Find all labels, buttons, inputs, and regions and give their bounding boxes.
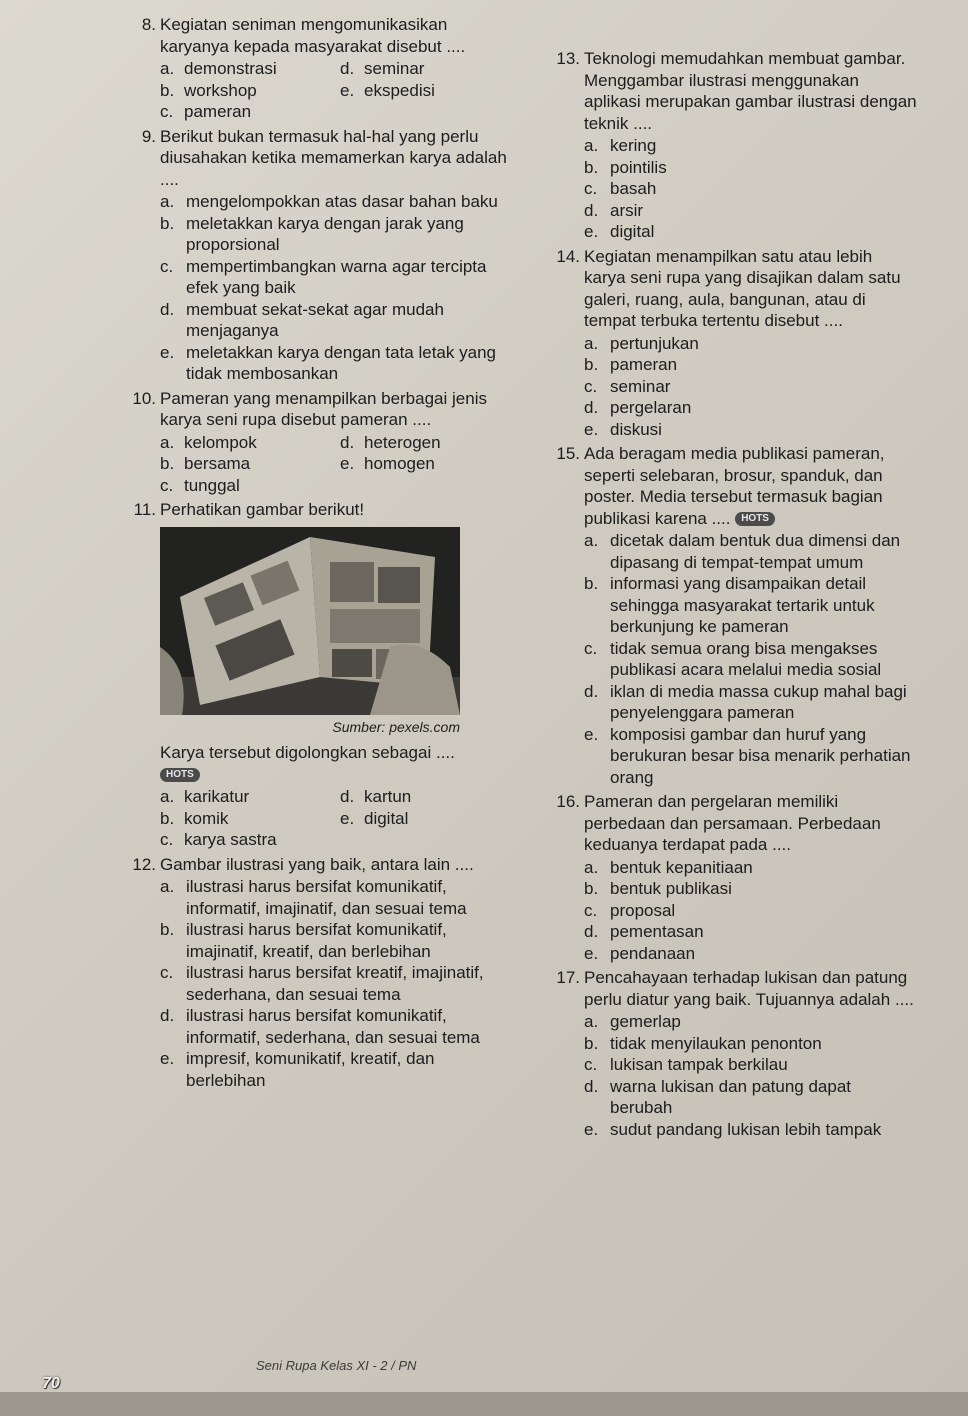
options-grid [160, 58, 518, 123]
question-11 [108, 499, 518, 851]
option: d. pementasan [584, 922, 704, 941]
option: d. warna lukisan dan patung dapat berubah [584, 1076, 852, 1117]
question-16 [532, 791, 917, 964]
question-10 [108, 388, 518, 497]
option: c. karya sastra [160, 830, 277, 849]
option: c. basah [584, 179, 657, 198]
question-stem-followup: Karya tersebut digolongkan sebagai .... [160, 743, 455, 762]
question-number: 15. [556, 444, 580, 463]
option: a. kering [584, 136, 657, 155]
page-bottom-edge [0, 1392, 968, 1416]
question-number: 14. [556, 246, 580, 266]
question-stem: Ada beragam media publikasi pameran, seperti selebaran, brosur, spanduk, dan poster. Media tersebut termasuk bagian publikasi karena .... HOTS [584, 444, 885, 528]
question-number: 17. [556, 968, 580, 987]
option: c. lukisan tampak berkilau [584, 1055, 788, 1074]
options-grid [160, 432, 518, 497]
question-stem: Teknologi memudahkan membuat gambar. Menggambar ilustrasi menggunakan aplikasi merupakan gambar ilustrasi dengan teknik .... [584, 49, 917, 133]
question-number: 16. [556, 792, 580, 811]
question-number: 10. [132, 388, 156, 408]
book-title-footer: Seni Rupa Kelas XI - 2 / PN [256, 1358, 417, 1373]
options-list [584, 1011, 917, 1140]
option: e. komposisi gambar dan huruf yang berukuran besar bisa menarik perhatian orang [584, 724, 911, 787]
option: a. kelompok [160, 432, 257, 452]
option: e. digital [584, 222, 655, 241]
question-15 [532, 443, 917, 788]
question-12 [108, 854, 518, 1092]
option: a. ilustrasi harus bersifat komunikatif, informatif, imajinatif, dan sesuai tema [160, 877, 467, 918]
question-stem: Berikut bukan termasuk hal-hal yang perlu diusahakan ketika memamerkan karya adalah .... [160, 126, 507, 189]
question-number: 9. [141, 126, 156, 146]
page-number: 70 [42, 1375, 60, 1392]
option: b. bentuk publikasi [584, 879, 732, 898]
hots-badge: HOTS [160, 768, 200, 782]
option: d. arsir [584, 200, 644, 220]
option: e. diskusi [584, 419, 662, 439]
option: a. dicetak dalam bentuk dua dimensi dan dipasang di tempat-tempat umum [584, 531, 901, 572]
option: b. bersama [160, 454, 251, 473]
option: e. homogen [340, 454, 435, 473]
option: d. iklan di media massa cukup mahal bagi penyelenggara pameran [584, 681, 907, 722]
option: b. pointilis [584, 157, 667, 177]
options-list [584, 530, 917, 788]
option: a. karikatur [160, 787, 250, 806]
option: c. ilustrasi harus bersifat kreatif, imajinatif, sederhana, dan sesuai tema [160, 963, 484, 1004]
question-stem: Pameran yang menampilkan berbagai jenis karya seni rupa disebut pameran .... [160, 388, 487, 429]
options-list [160, 191, 518, 385]
question-stem: Pencahayaan terhadap lukisan dan patung perlu diatur yang baik. Tujuannya adalah .... [584, 968, 914, 1009]
option: d. kartun [340, 787, 412, 806]
question-number: 13. [556, 49, 580, 68]
question-stem: Kegiatan seniman mengomunikasikan karyanya kepada masyarakat disebut .... [160, 15, 466, 56]
option: b. pameran [584, 355, 678, 374]
option: c. mempertimbangkan warna agar tercipta efek yang baik [160, 256, 487, 297]
option: a. pertunjukan [584, 333, 699, 353]
option: b. komik [160, 808, 229, 828]
options-list [584, 135, 917, 243]
options-list [584, 333, 917, 441]
option: e. impresif, komunikatif, kreatif, dan berlebihan [160, 1049, 435, 1090]
option: b. informasi yang disampaikan detail sehingga masyarakat tertarik untuk berkunjung ke pameran [584, 574, 875, 636]
option: c. proposal [584, 900, 676, 920]
option: a. mengelompokkan atas dasar bahan baku [160, 192, 498, 211]
question-number: 8. [141, 15, 156, 34]
option: d. membuat sekat-sekat agar mudah menjaganya [160, 299, 444, 340]
question-stem: Kegiatan menampilkan satu atau lebih karya seni rupa yang disajikan dalam satu galeri, ruang, aula, bangunan, atau di tempat terbuka tertentu disebut .... [584, 246, 901, 330]
option: d. heterogen [340, 432, 441, 452]
question-stem: Perhatikan gambar berikut! [160, 500, 365, 519]
question-stem: Pameran dan pergelaran memiliki perbedaan dan persamaan. Perbedaan keduanya terdapat pada .... [584, 792, 881, 854]
option: e. pendanaan [584, 943, 696, 963]
options-grid [160, 786, 518, 851]
question-14 [532, 246, 917, 441]
option: c. pameran [160, 102, 252, 121]
option: d. ilustrasi harus bersifat komunikatif, informatif, sederhana, dan sesuai tema [160, 1006, 480, 1047]
option: e. sudut pandang lukisan lebih tampak [584, 1119, 882, 1139]
comic-book-photo [160, 527, 460, 715]
option: c. tidak semua orang bisa mengakses publikasi acara melalui media sosial [584, 638, 882, 679]
question-number: 11. [133, 500, 156, 519]
option: b. ilustrasi harus bersifat komunikatif, imajinatif, kreatif, dan berlebihan [160, 920, 447, 961]
option: b. workshop [160, 80, 257, 100]
right-column [532, 48, 917, 1143]
option: e. ekspedisi [340, 80, 435, 100]
question-8 [108, 14, 518, 123]
option: c. seminar [584, 376, 671, 396]
option: a. gemerlap [584, 1012, 681, 1031]
option: c. tunggal [160, 475, 240, 495]
option: e. meletakkan karya dengan tata letak yang tidak membosankan [160, 342, 496, 383]
options-list [584, 857, 917, 965]
question-number: 12. [132, 854, 156, 874]
option: d. seminar [340, 59, 425, 78]
question-17 [532, 967, 917, 1140]
option: d. pergelaran [584, 398, 692, 417]
question-13 [532, 48, 917, 243]
question-stem: Gambar ilustrasi yang baik, antara lain .... [160, 854, 474, 874]
options-list [160, 876, 518, 1091]
question-9 [108, 126, 518, 385]
option: e. digital [340, 808, 409, 828]
option: a. bentuk kepanitiaan [584, 857, 753, 877]
comic-book-illustration [160, 527, 460, 715]
option: b. tidak menyilaukan penonton [584, 1033, 822, 1053]
option: b. meletakkan karya dengan jarak yang proporsional [160, 213, 464, 254]
option: a. demonstrasi [160, 59, 277, 78]
left-column [108, 14, 518, 1094]
hots-badge: HOTS [735, 512, 775, 526]
image-source-caption: Sumber: pexels.com [332, 718, 460, 735]
